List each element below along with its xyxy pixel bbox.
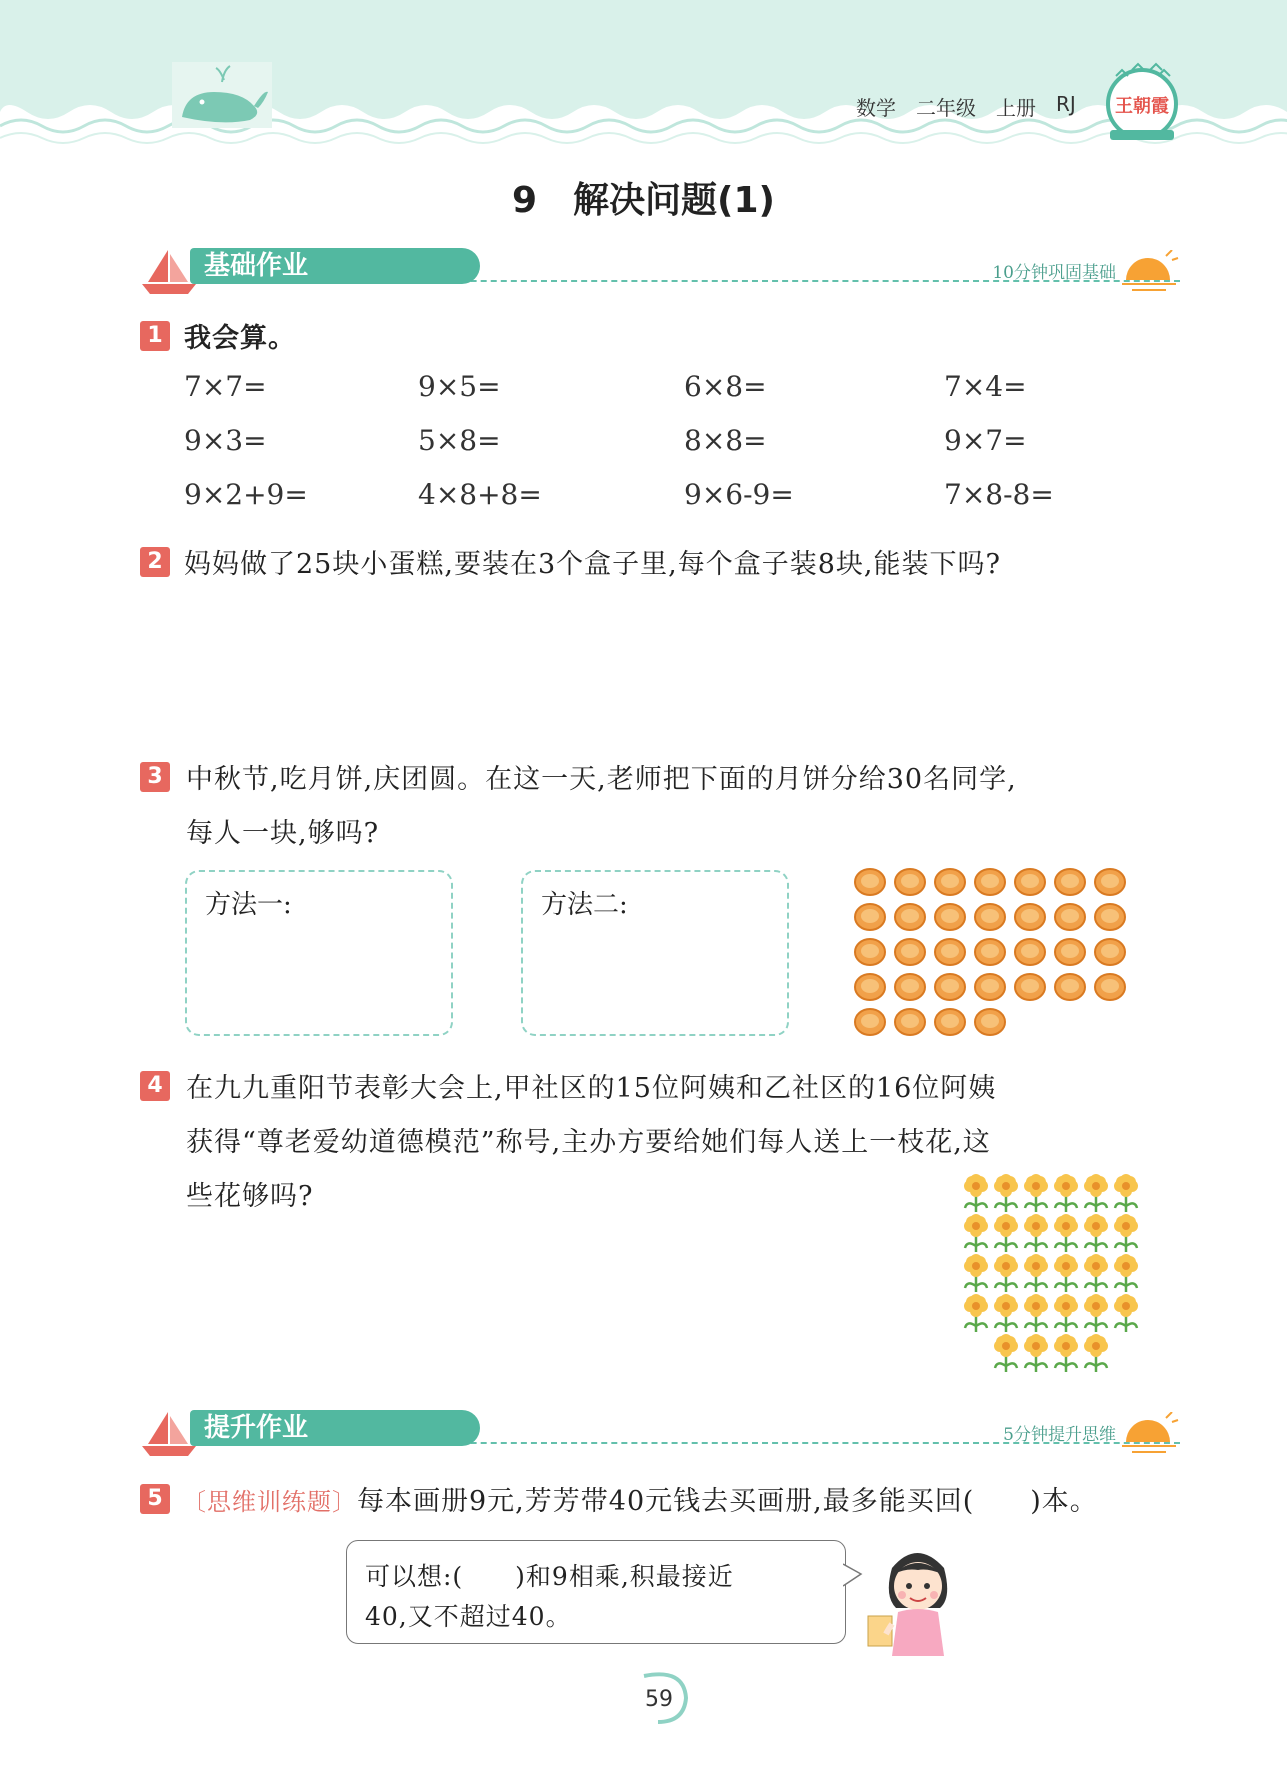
flower-icon <box>994 1254 1018 1292</box>
flower-icon <box>1024 1174 1048 1212</box>
sunrise-icon <box>1120 1412 1180 1456</box>
flower-icon <box>1024 1334 1048 1372</box>
mooncake-icon <box>1095 869 1125 895</box>
question-number: 5 <box>140 1484 170 1514</box>
girl-character-icon <box>862 1538 972 1658</box>
flower-icon <box>964 1214 988 1252</box>
mooncake-icon <box>1055 869 1085 895</box>
flower-icon <box>1054 1174 1078 1212</box>
mooncake-icon <box>935 869 965 895</box>
mooncake-icon <box>1055 904 1085 930</box>
mooncake-icon <box>895 939 925 965</box>
flower-icon <box>994 1174 1018 1212</box>
page-header <box>0 0 1287 160</box>
flower-icon <box>1024 1254 1048 1292</box>
speech-bubble-tail <box>843 1560 863 1590</box>
mooncake-icon <box>1095 939 1125 965</box>
mooncake-icon <box>1095 974 1125 1000</box>
hint-line1: 可以想:( )和9相乘,积最接近 <box>365 1562 734 1591</box>
flower-icon <box>964 1294 988 1332</box>
flower-icon <box>1054 1254 1078 1292</box>
whale-icon <box>172 62 272 132</box>
mooncake-icon <box>1015 974 1045 1000</box>
mooncake-icon <box>1055 939 1085 965</box>
mooncake-icon <box>855 1009 885 1035</box>
flower-grid <box>960 1172 1160 1392</box>
expression: 9×7= <box>944 424 1027 457</box>
volume-label: 上册 <box>996 96 1036 120</box>
mooncake-icon <box>935 1009 965 1035</box>
mooncake-icon <box>975 974 1005 1000</box>
flower-icon <box>1054 1334 1078 1372</box>
section-advanced-header <box>140 1408 1180 1458</box>
expression: 7×7= <box>184 370 267 403</box>
question-number: 3 <box>140 762 170 792</box>
sunrise-icon <box>1120 250 1180 294</box>
mooncake-icon <box>975 869 1005 895</box>
question-3-line2: 每人一块,够吗? <box>186 818 380 849</box>
grade-label: 二年级 <box>916 96 976 120</box>
mooncake-icon <box>895 1009 925 1035</box>
mooncake-icon <box>1055 974 1085 1000</box>
mooncake-icon <box>855 869 885 895</box>
mooncake-icon <box>975 904 1005 930</box>
question-number: 4 <box>140 1071 170 1101</box>
mooncake-icon <box>895 974 925 1000</box>
mooncake-icon <box>975 939 1005 965</box>
expression: 9×5= <box>418 370 501 403</box>
flower-icon <box>1084 1334 1108 1372</box>
mooncake-grid <box>848 864 1138 1044</box>
mooncake-icon <box>935 939 965 965</box>
flower-icon <box>994 1294 1018 1332</box>
mooncake-icon <box>975 1009 1005 1035</box>
flower-icon <box>964 1174 988 1212</box>
question-4-line3: 些花够吗? <box>186 1181 314 1212</box>
mooncake-icon <box>895 869 925 895</box>
method-one-box[interactable] <box>185 870 453 1036</box>
section-advanced-label: 提升作业 <box>190 1410 480 1446</box>
mooncake-icon <box>1015 869 1045 895</box>
flower-icon <box>1024 1214 1048 1252</box>
expression: 9×2+9= <box>184 478 308 511</box>
flower-icon <box>1084 1254 1108 1292</box>
expression: 7×8-8= <box>944 478 1054 511</box>
mooncake-icon <box>935 904 965 930</box>
hint-line2: 40,又不超过40。 <box>365 1602 572 1631</box>
section-basic-tagline: 10分钟巩固基础 <box>992 263 1116 283</box>
question-number: 2 <box>140 547 170 577</box>
mooncake-icon <box>895 904 925 930</box>
question-1-title: 我会算。 <box>184 323 296 354</box>
flower-icon <box>1024 1294 1048 1332</box>
flower-icon <box>1054 1294 1078 1332</box>
expression: 8×8= <box>684 424 767 457</box>
question-3-line1: 中秋节,吃月饼,庆团圆。在这一天,老师把下面的月饼分给30名同学, <box>186 764 1017 795</box>
method-one-label: 方法一: <box>205 890 292 920</box>
expression: 4×8+8= <box>418 478 542 511</box>
mooncake-icon <box>1095 904 1125 930</box>
mooncake-icon <box>1015 904 1045 930</box>
flower-icon <box>1114 1174 1138 1212</box>
question-4-line2: 获得“尊老爱幼道德模范”称号,主办方要给她们每人送上一枝花,这 <box>186 1127 991 1158</box>
section-basic-label: 基础作业 <box>190 248 480 284</box>
flower-icon <box>994 1334 1018 1372</box>
flower-icon <box>994 1214 1018 1252</box>
flower-icon <box>1054 1214 1078 1252</box>
mooncake-icon <box>855 974 885 1000</box>
flower-icon <box>1114 1254 1138 1292</box>
expression: 5×8= <box>418 424 501 457</box>
book-info <box>856 92 1076 121</box>
question-5-text-row <box>182 1479 1098 1518</box>
expression: 9×3= <box>184 424 267 457</box>
edition-label: RJ <box>1056 92 1076 116</box>
expression: 9×6-9= <box>684 478 794 511</box>
lesson-title: 9 解决问题(1) <box>511 180 775 221</box>
question-number: 1 <box>140 321 170 351</box>
method-two-box[interactable] <box>521 870 789 1036</box>
hint-speech-bubble <box>346 1540 846 1644</box>
expression: 7×4= <box>944 370 1027 403</box>
flower-icon <box>1114 1294 1138 1332</box>
flower-icon <box>1114 1214 1138 1252</box>
mooncake-icon <box>855 939 885 965</box>
flower-icon <box>1084 1174 1108 1212</box>
flower-icon <box>964 1254 988 1292</box>
section-basic-header <box>140 246 1180 296</box>
subject-label: 数学 <box>856 96 896 120</box>
mooncake-icon <box>1015 939 1045 965</box>
section-advanced-tagline: 5分钟提升思维 <box>1003 1425 1116 1445</box>
mooncake-icon <box>935 974 965 1000</box>
page-number: 59 <box>645 1687 673 1712</box>
question-2-text: 妈妈做了25块小蛋糕,要装在3个盒子里,每个盒子装8块,能装下吗? <box>184 549 1001 580</box>
question-4-line1: 在九九重阳节表彰大会上,甲社区的15位阿姨和乙社区的16位阿姨 <box>186 1073 997 1104</box>
brand-logo <box>1102 60 1182 140</box>
mooncake-icon <box>855 904 885 930</box>
flower-icon <box>1084 1294 1108 1332</box>
method-two-label: 方法二: <box>541 890 628 920</box>
expression: 6×8= <box>684 370 767 403</box>
thinking-training-tag: 〔思维训练题〕 <box>182 1488 357 1516</box>
flower-icon <box>1084 1214 1108 1252</box>
question-5-text: 每本画册9元,芳芳带40元钱去买画册,最多能买回( )本。 <box>357 1486 1098 1517</box>
brand-name: 王朝霞 <box>1115 96 1169 117</box>
